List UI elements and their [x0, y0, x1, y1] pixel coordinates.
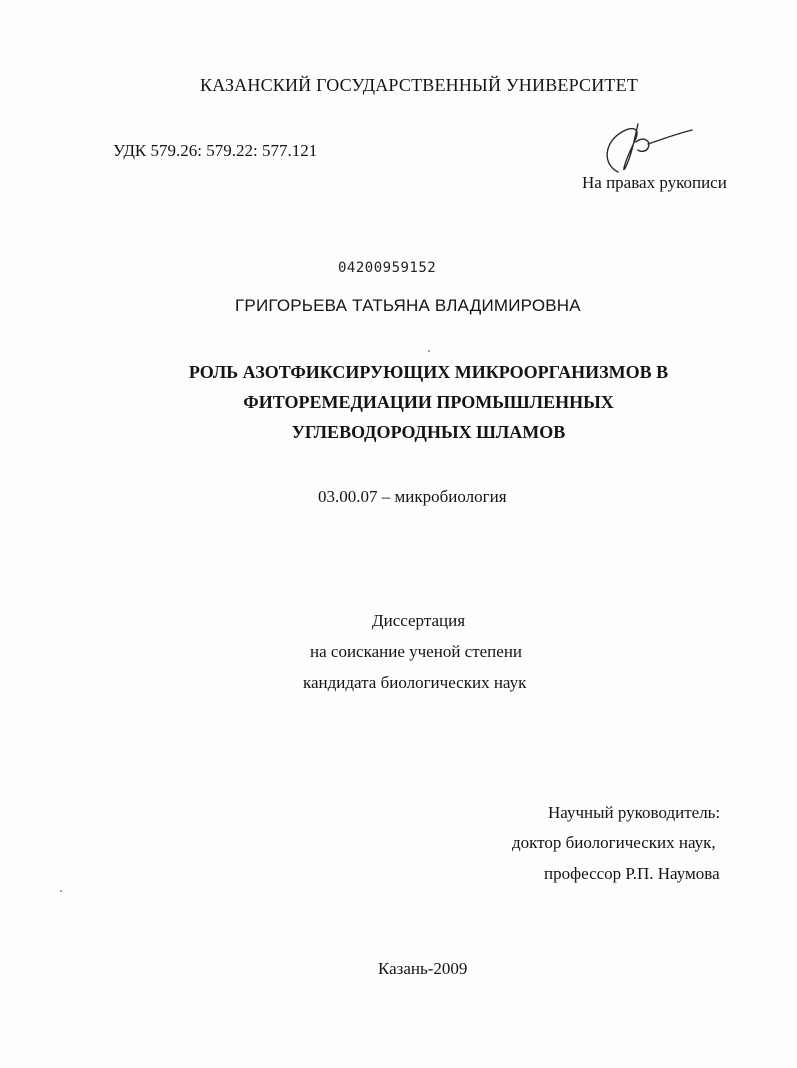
author-name: ГРИГОРЬЕВА ТАТЬЯНА ВЛАДИМИРОВНА [235, 296, 581, 315]
handwritten-signature [596, 118, 696, 176]
supervisor-degree: доктор биологических наук, [512, 833, 716, 852]
registration-number: 04200959152 [338, 260, 437, 276]
supervisor-label: Научный руководитель: [548, 803, 721, 822]
specialty-code: 03.00.07 – микробиология [318, 487, 507, 506]
dissertation-title-line: РОЛЬ АЗОТФИКСИРУЮЩИХ МИКРООРГАНИЗМОВ В [188, 362, 669, 382]
manuscript-rights-note: На правах рукописи [582, 173, 727, 192]
degree-line: на соискание ученой степени [310, 642, 523, 661]
dissertation-title-line: ФИТОРЕМЕДИАЦИИ ПРОМЫШЛЕННЫХ [243, 392, 614, 412]
degree-name: кандидата биологических наук [303, 673, 527, 692]
scan-speck [428, 350, 430, 352]
dissertation-type: Диссертация [372, 611, 466, 630]
scan-speck [60, 890, 62, 892]
city-year: Казань-2009 [378, 959, 468, 978]
university-name: КАЗАНСКИЙ ГОСУДАРСТВЕННЫЙ УНИВЕРСИТЕТ [200, 75, 639, 95]
dissertation-title-line: УГЛЕВОДОРОДНЫХ ШЛАМОВ [291, 422, 566, 442]
supervisor-name: профессор Р.П. Наумова [544, 864, 720, 883]
udc-code: УДК 579.26: 579.22: 577.121 [113, 141, 318, 160]
